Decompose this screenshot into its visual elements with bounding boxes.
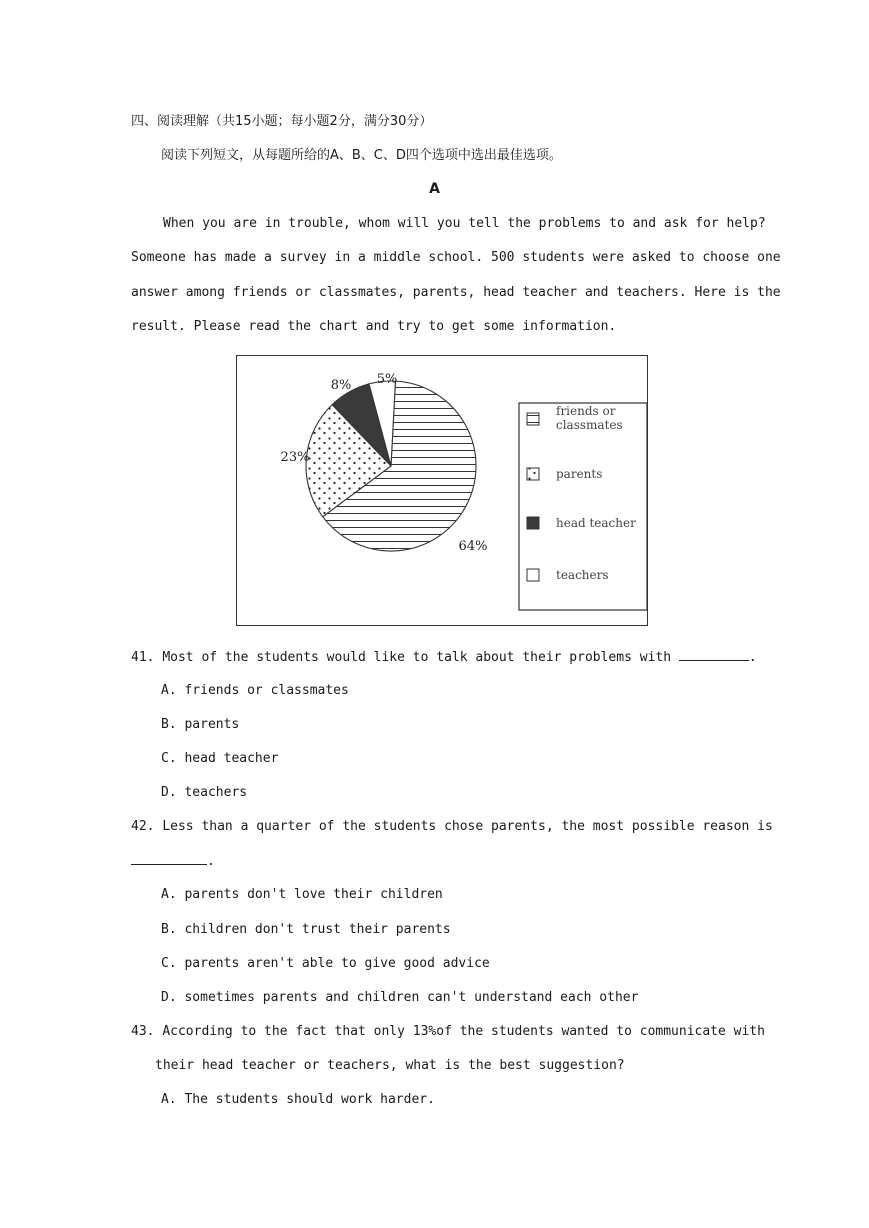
question-41-text: Most of the students would like to talk about their problems with — [162, 650, 672, 665]
passage-line-4: result. Please read the chart and try to get some information. — [131, 319, 617, 334]
question-43-number: 43. — [131, 1024, 155, 1039]
pie-slice-label: 8% — [330, 378, 352, 393]
legend-label: head teacher — [556, 516, 636, 530]
passage-label: A — [429, 181, 440, 197]
passage-line-2: Someone has made a survey in a middle school. 500 students were asked to choose one — [131, 250, 781, 265]
pie-slice-label: 5% — [376, 372, 398, 387]
section-instruction: 阅读下列短文，从每题所给的A、B、C、D四个选项中选出最佳选项。 — [161, 148, 562, 163]
legend-label: friends or — [556, 404, 616, 418]
q42-option-b: B. children don't trust their parents — [161, 922, 451, 937]
legend-label: teachers — [556, 568, 609, 582]
question-43-text: According to the fact that only 13%of the students wanted to communicate with — [162, 1024, 765, 1039]
legend-label: classmates — [556, 418, 623, 432]
q42-option-d: D. sometimes parents and children can't understand each other — [161, 990, 639, 1005]
pie-chart-svg — [237, 356, 649, 627]
pie-chart — [236, 355, 648, 626]
answer-blank — [679, 648, 749, 661]
pie-slice-label: 23% — [280, 450, 310, 465]
legend-label: parents — [556, 467, 603, 481]
q43-option-a: A. The students should work harder. — [161, 1092, 435, 1107]
legend-swatch — [527, 468, 539, 480]
passage-line-3: answer among friends or classmates, parents, head teacher and teachers. Here is the — [131, 285, 781, 300]
q41-option-d: D. teachers — [161, 785, 248, 800]
question-42-blank-line — [131, 852, 215, 871]
answer-blank — [131, 852, 207, 865]
question-41-number: 41. — [131, 650, 155, 665]
question-41-end: . — [748, 650, 757, 665]
legend-swatch — [527, 569, 539, 581]
pie-slice-label: 64% — [458, 539, 488, 554]
question-43 — [131, 1023, 765, 1041]
legend-swatch — [527, 517, 539, 529]
question-42-text: Less than a quarter of the students chose parents, the most possible reason is — [162, 819, 773, 834]
question-41 — [131, 648, 757, 667]
question-42 — [131, 818, 773, 836]
q42-option-a: A. parents don't love their children — [161, 887, 443, 902]
question-42-end: . — [207, 854, 215, 869]
section-heading: 四、阅读理解（共15小题；每小题2分，满分30分） — [131, 114, 433, 129]
legend-swatch — [527, 413, 539, 425]
passage-line-1: When you are in trouble, whom will you tell the problems to and ask for help? — [163, 216, 766, 231]
question-42-number: 42. — [131, 819, 155, 834]
q41-option-a: A. friends or classmates — [161, 683, 349, 698]
q41-option-b: B. parents — [161, 717, 240, 732]
question-43-text-2: their head teacher or teachers, what is the best suggestion? — [155, 1058, 625, 1073]
q41-option-c: C. head teacher — [161, 751, 279, 766]
q42-option-c: C. parents aren't able to give good advice — [161, 956, 490, 971]
